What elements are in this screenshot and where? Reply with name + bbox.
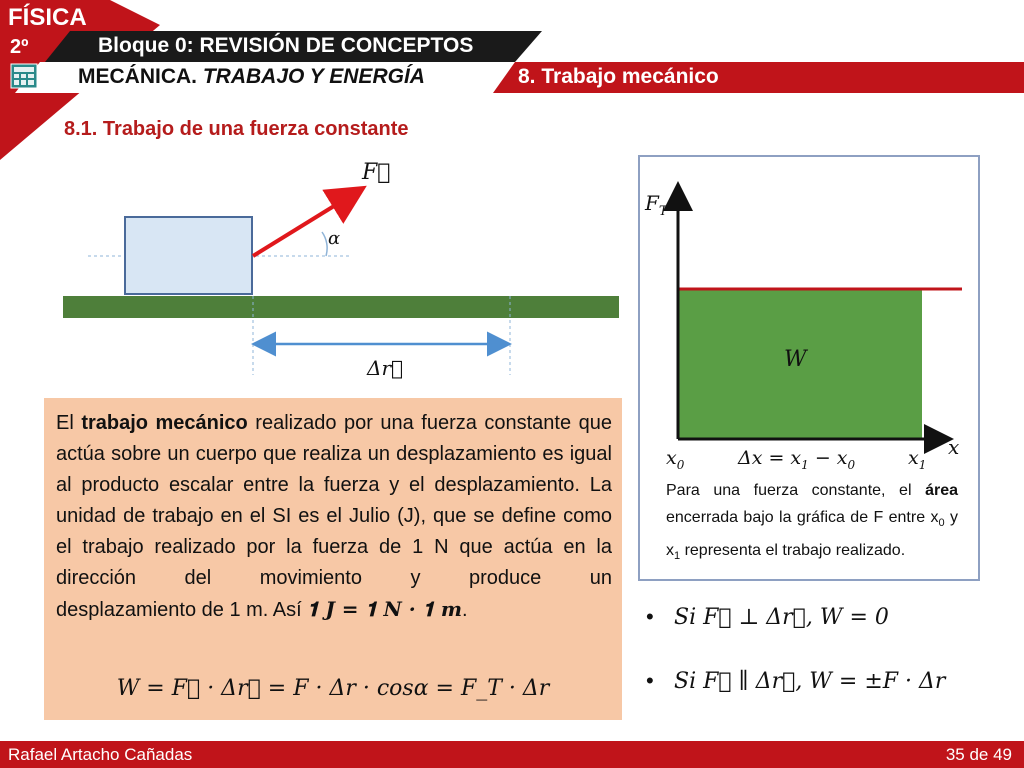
subsection-title: 8.1. Trabajo de una fuerza constante — [64, 118, 409, 140]
bullet-perpendicular: • Si F⃗ ⊥ Δr⃗, W = 0 — [646, 604, 889, 630]
ground-surface — [63, 296, 619, 318]
footer-author: Rafael Artacho Cañadas — [8, 745, 193, 764]
definition-text: El trabajo mecánico realizado por una fuerza constante que actúa sobre un cuerpo que realiza un desplazamiento es igual al producto escalar entre la fuerza y el desplazamiento. La unidad de trabajo en el SI es el Julio (J), que se define como el trabajo realizado por la fuerza de 1 N que actúa en la dirección del movimiento y produce un desplazamiento de 1 m. Así 𝟏 𝑱 = 𝟏 𝑵 · 𝟏 𝒎. — [56, 412, 612, 621]
footer-bar — [0, 741, 1024, 768]
x-axis-label: x — [948, 435, 960, 459]
course-title: FÍSICA — [8, 4, 87, 31]
page-indicator: 35 de 49 — [945, 745, 1012, 764]
angle-arc — [322, 232, 327, 256]
body-block — [125, 217, 252, 294]
bullet-parallel: • Si F⃗ ∥ Δr⃗, W = ±F · Δr — [646, 668, 946, 694]
work-formula: W = F⃗ · Δr⃗ = F · Δr · cosα = F_T · Δr — [116, 676, 550, 701]
force-label: F⃗ — [362, 160, 391, 185]
definition-box — [44, 398, 622, 720]
block-title: Bloque 0: REVISIÓN DE CONCEPTOS — [98, 34, 474, 57]
graph-canvas — [640, 157, 980, 467]
x0-label: $x_0$ — [666, 447, 685, 472]
angle-label: α — [328, 228, 341, 249]
calculator-icon — [10, 63, 38, 89]
work-area-label: W — [784, 347, 807, 372]
grade-label: 2º — [10, 36, 29, 58]
graph-note: Para una fuerza constante, el área encerrada bajo la gráfica de F entre $x_0$ y $x_1$ representa el trabajo realizado. — [666, 482, 958, 563]
force-arrow — [253, 190, 360, 256]
force-position-graph — [638, 155, 980, 581]
y-axis-label: $F_T$ — [645, 191, 668, 219]
x1-label: $x_1$ — [908, 447, 927, 472]
section-title: 8. Trabajo mecánico — [518, 65, 719, 88]
displacement-label: Δr⃗ — [367, 356, 404, 380]
topic-title: MECÁNICA. TRABAJO Y ENERGÍA — [78, 65, 425, 88]
force-diagram — [0, 150, 640, 380]
delta-x-label: $\Delta x = x_1 - x_0$ — [738, 447, 856, 472]
